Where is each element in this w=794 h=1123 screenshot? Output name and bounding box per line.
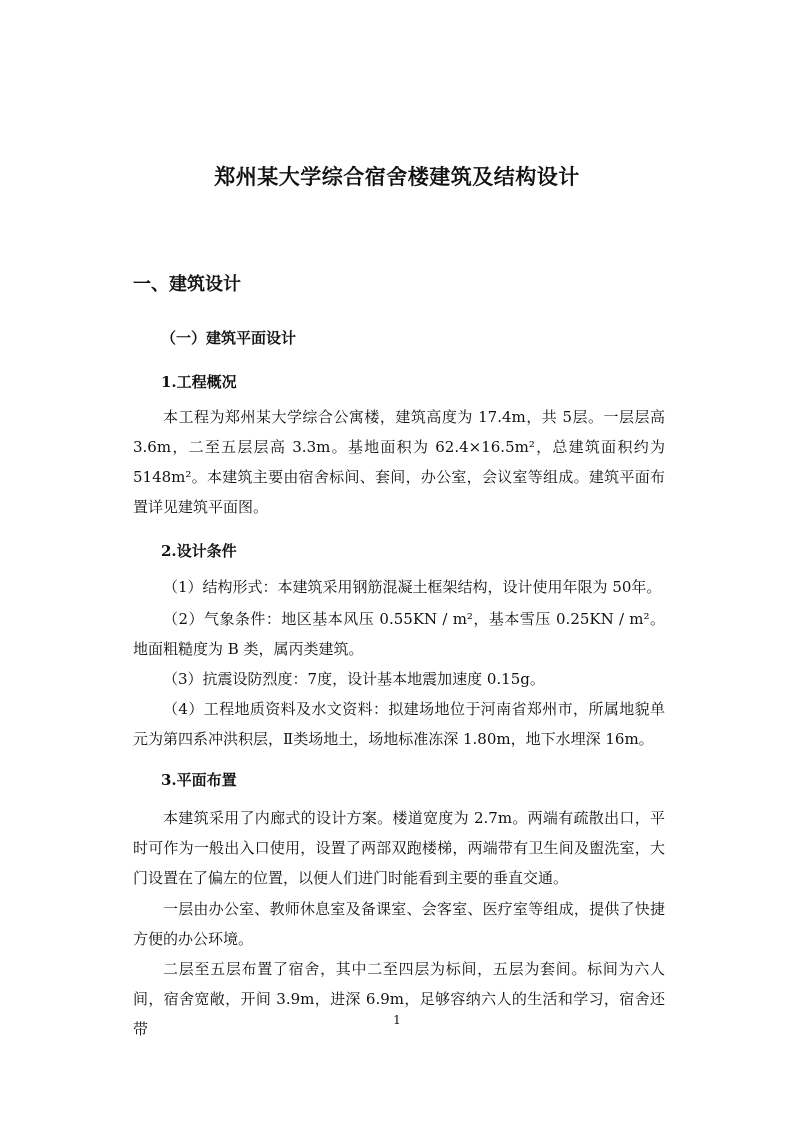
paragraph-layout-3: 二层至五层布置了宿舍，其中二至四层为标间，五层为套间。标间为六人间，宿舍宽敞，开间 3.9m，进深 6.9m，足够容纳六人的生活和学习，宿舍还带 [133,960,665,1038]
heading-project-overview: 1.工程概况 [161,373,237,391]
subsection-heading: （一）建筑平面设计 [161,329,297,347]
list-item-seismic: （3）抗震设防烈度：7度，设计基本地震加速度 0.15g。 [163,670,545,688]
page-number: 1 [393,1013,401,1027]
document-title: 郑州某大学综合宿舍楼建筑及结构设计 [214,164,580,189]
list-item-structure: （1）结构形式：本建筑采用钢筋混凝土框架结构，设计使用年限为 50年。 [163,578,662,596]
paragraph-project-overview: 本工程为郑州某大学综合公寓楼，建筑高度为 17.4m，共 5层。一层层高 3.6m，二至五层层高 3.3m。基地面积为 62.4×16.5m²，总建筑面积约为 5148m²。本建筑主要由宿舍标间、套间，办公室，会议室等组成。建筑平面布置详见建筑平面图。 [133,408,665,516]
section-heading: 一、建筑设计 [133,274,241,295]
list-item-geology: （4）工程地质资料及水文资料：拟建场地位于河南省郑州市，所属地貌单元为第四系冲洪积层，Ⅱ类场地土，场地标准冻深 1.80m，地下水埋深 16m。 [133,700,665,748]
list-item-climate: （2）气象条件：地区基本风压 0.55KN / m²，基本雪压 0.25KN / m²。地面粗糙度为 B 类，属丙类建筑。 [133,610,665,658]
heading-layout: 3.平面布置 [161,771,237,789]
paragraph-layout-1: 本建筑采用了内廊式的设计方案。楼道宽度为 2.7m。两端有疏散出口，平时可作为一般出入口使用，设置了两部双跑楼梯，两端带有卫生间及盥洗室，大门设置在了偏左的位置，以便人们进门时能看到主要的垂直交通。 [133,809,665,887]
paragraph-layout-2: 一层由办公室、教师休息室及备课室、会客室、医疗室等组成，提供了快捷方便的办公环境。 [133,900,665,948]
heading-design-conditions: 2.设计条件 [161,542,237,560]
